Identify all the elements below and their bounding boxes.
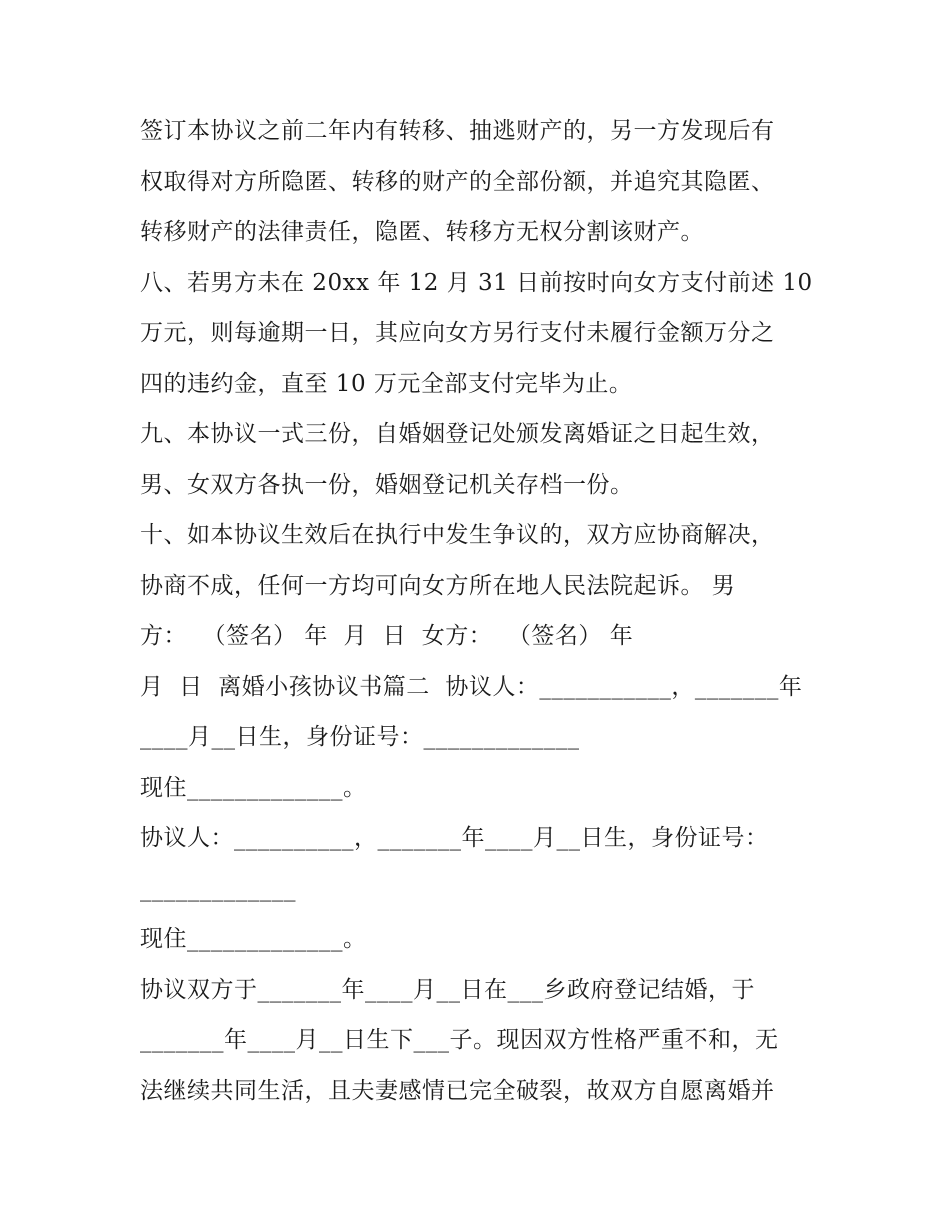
clause-10-line: 十、如本协议生效后在执行中发生争议的，双方应协商解决， (140, 522, 775, 548)
address-line: 现住_____________。 (140, 926, 367, 952)
text-line: 协商不成，任何一方均可向女方所在地人民法院起诉。 男 (140, 572, 736, 599)
document-body (140, 106, 830, 1116)
text-line: ____月__日生，身份证号：_____________ (140, 724, 580, 750)
text-line: 签订本协议之前二年内有转移、抽逃财产的，另一方发现后有 (140, 118, 775, 144)
party-line: 协议人：__________，_______年____月__日生，身份证号： (140, 825, 769, 851)
clause-9-line: 九、本协议一式三份，自婚姻登记处颁发离婚证之日起生效， (140, 421, 775, 447)
section-two-heading-line: 月 日 离婚小孩协议书篇二 协议人：___________，_______年 (140, 673, 803, 700)
text-line: 男、女双方各执一份，婚姻登记机关存档一份。 (140, 471, 634, 498)
text-line: _______年____月__日生下___子。现因双方性格严重不和，无 (140, 1027, 779, 1053)
text-line: 权取得对方所隐匿、转移的财产的全部份额，并追究其隐匿、 (140, 168, 775, 195)
text-line: _____________ (140, 875, 296, 902)
text-line: 转移财产的法律责任，隐匿、转移方无权分割该财产。 (140, 219, 704, 245)
text-line: 万元，则每逾期一日，其应向女方另行支付未履行金额万分之 (140, 320, 775, 346)
text-line: 法继续共同生活，且夫妻感情已完全破裂，故双方自愿离婚并 (140, 1077, 775, 1104)
text-line: 四的违约金，直至 10 万元全部支付完毕为止。 (140, 370, 633, 397)
address-line: 现住_____________。 (140, 774, 367, 801)
text-line: 协议双方于_______年____月__日在___乡政府登记结婚，于 (140, 976, 755, 1003)
signature-line: 方： （签名） 年 月 日 女方： （签名） 年 (140, 623, 634, 649)
clause-8-line: 八、若男方未在 20xx 年 12 月 31 日前按时向女方支付前述 10 (140, 269, 813, 296)
